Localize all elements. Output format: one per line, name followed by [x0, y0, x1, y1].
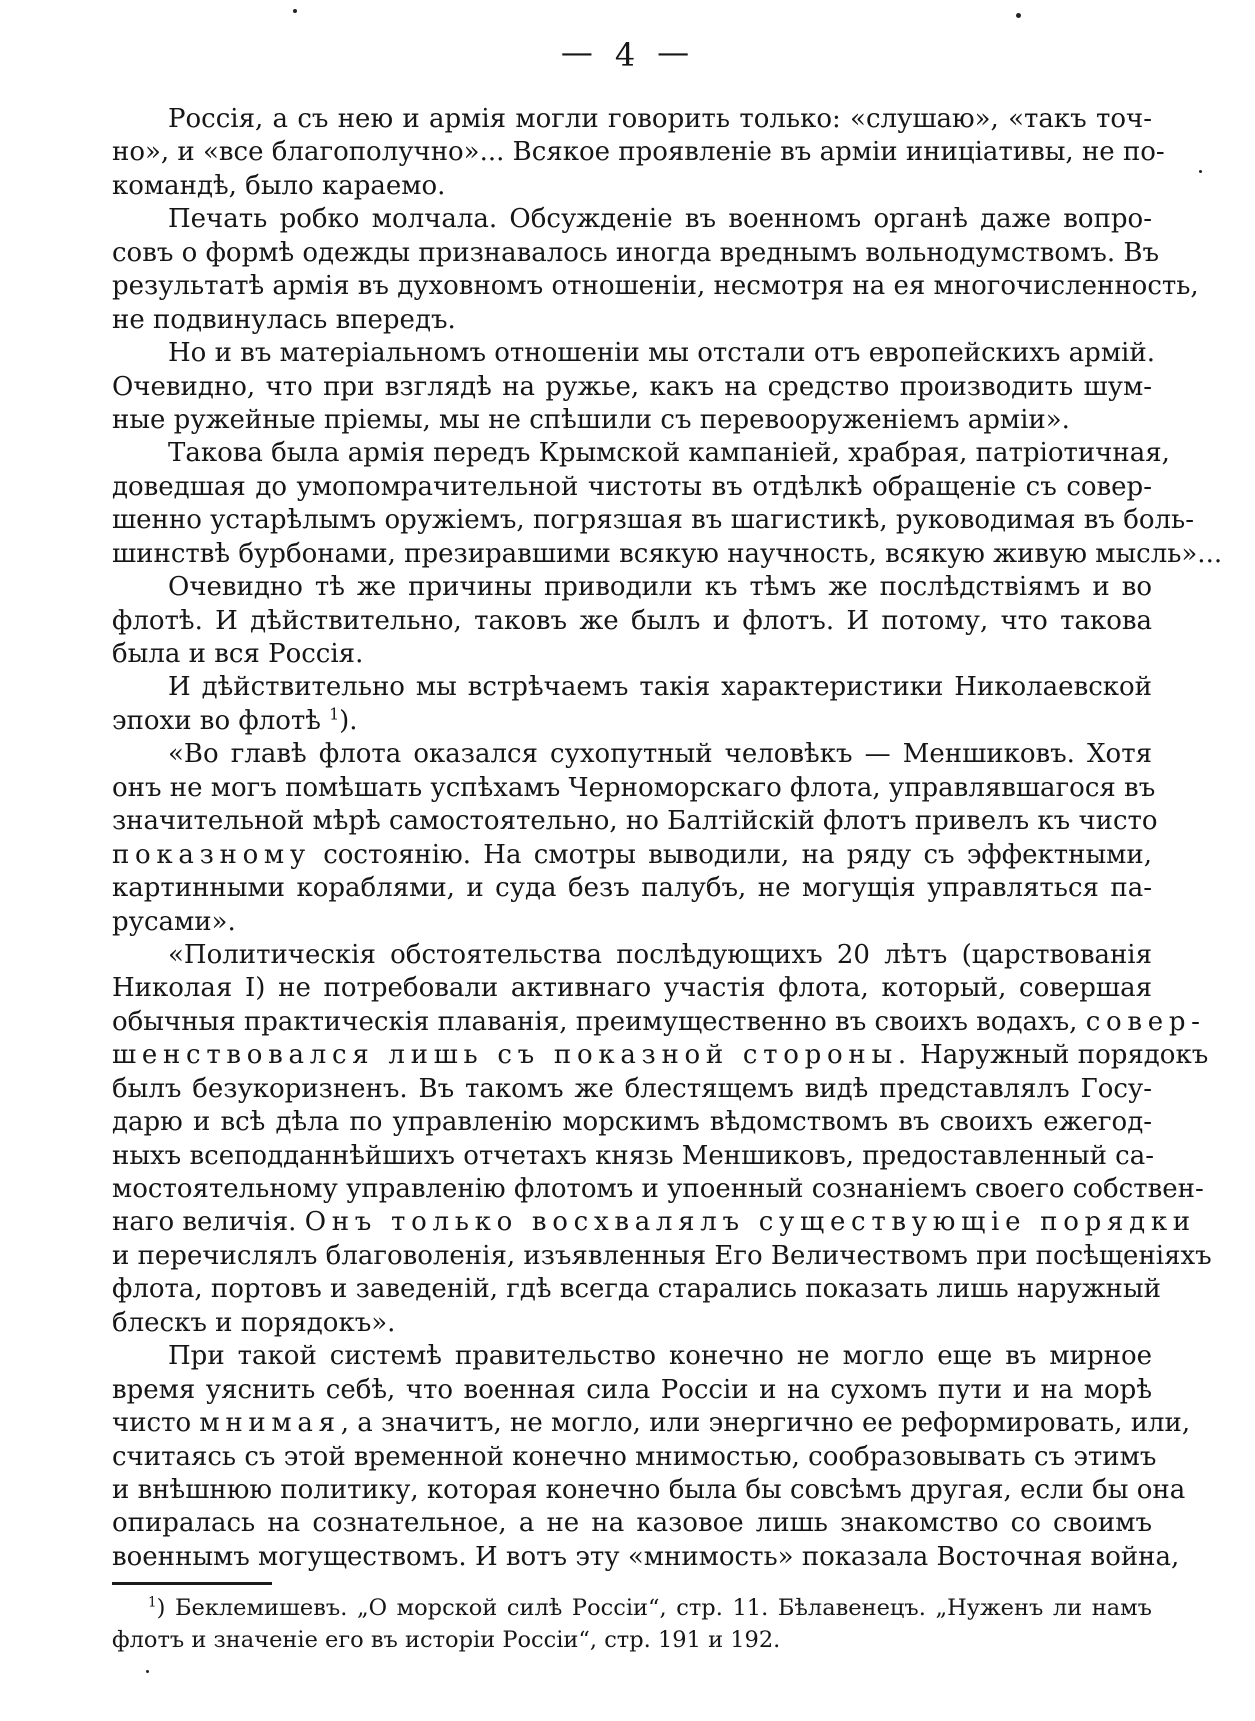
- text-line: Очевидно тѣ же причины приводили къ тѣмъ же послѣдствіямъ и во: [168, 572, 1152, 603]
- text-line: шенно устарѣлымъ оружіемъ, погрязшая въ шагистикѣ, руководимая въ боль-: [112, 505, 1194, 536]
- paragraph: [112, 671, 1152, 738]
- text-line: ные ружейные пріемы, мы не спѣшили съ перевооруженіемъ арміи».: [112, 404, 1070, 435]
- text-line: военнымъ могуществомъ. И вотъ эту «мнимость» показала Восточная война,: [112, 1541, 1180, 1572]
- paragraph: [112, 103, 1165, 203]
- text-line: Печать робко молчала. Обсужденіе въ военномъ органѣ даже вопро-: [168, 204, 1152, 235]
- emphasized-text: мнимая: [199, 1408, 341, 1439]
- text-line: русами».: [112, 906, 236, 937]
- text-line: шенствовался лишь съ показной стороны. Наружный порядокъ: [112, 1040, 1209, 1071]
- text-line: Очевидно, что при взглядѣ на ружье, какъ на средство производить шум-: [112, 371, 1152, 402]
- text-line: и внѣшнюю политику, которая конечно была бы совсѣмъ другая, если бы она: [112, 1474, 1186, 1505]
- emphasized-text: Онъ только восхвалялъ существующіе порядки: [304, 1207, 1196, 1238]
- text-line: мостоятельному управленію флотомъ и упоенный сознаніемъ своего собствен-: [112, 1174, 1204, 1204]
- text-line: доведшая до умопомрачительной чистоты въ отдѣлкѣ обращеніе съ совер-: [112, 471, 1152, 502]
- paragraph: [112, 203, 1199, 337]
- text-line: время уяснить себѣ, что военная сила Россіи и на сухомъ пути и на морѣ: [112, 1374, 1152, 1405]
- text-line: шинствѣ бурбонами, презиравшими всякую научность, всякую живую мысль»...: [112, 538, 1223, 569]
- text-line: совъ о формѣ одежды признавалось иногда вреднымъ вольнодумствомъ. Въ: [112, 237, 1160, 268]
- scan-speck: [1199, 170, 1202, 173]
- text-line: показному состоянію. На смотры выводили, на ряду съ эффектными,: [112, 839, 1152, 870]
- text-line: результатѣ армія въ духовномъ отношеніи, несмотря на ея многочисленность,: [112, 271, 1199, 302]
- page-header: [0, 33, 1250, 74]
- scan-speck: [146, 1670, 149, 1673]
- text-line: картинными кораблями, и суда безъ палубъ, не могущія управляться па-: [112, 873, 1152, 904]
- emphasized-text: совер-: [1085, 1006, 1206, 1037]
- text-line: командѣ, было караемо.: [112, 170, 446, 201]
- header-dash-right: —: [657, 33, 690, 71]
- text-line: опиралась на сознательное, а не на казовое лишь знакомство со своимъ: [112, 1508, 1152, 1539]
- text-line: При такой системѣ правительство конечно не могло еще въ мирное: [168, 1341, 1152, 1372]
- scan-speck: [293, 9, 297, 13]
- paragraph: [112, 337, 1155, 437]
- header-dash-left: —: [560, 33, 593, 71]
- text-line: Николая I) не потребовали активнаго участія флота, который, совершая: [112, 973, 1152, 1004]
- text-line: обычныя практическія плаванія, преимущественно въ своихъ водахъ, совер-: [112, 1006, 1206, 1037]
- text-line: считаясь съ этой временной конечно мнимостью, сообразовывать съ этимъ: [112, 1441, 1157, 1472]
- text-line: «Политическія обстоятельства послѣдующихъ 20 лѣтъ (царствованія: [168, 939, 1152, 970]
- footnote-marker: 1: [148, 1594, 157, 1611]
- text-line: былъ безукоризненъ. Въ такомъ же блестящемъ видѣ представлялъ Госу-: [112, 1073, 1152, 1104]
- text-line: дарю и всѣ дѣла по управленію морскимъ вѣдомствомъ въ своихъ ежегод-: [112, 1107, 1152, 1138]
- text-line: эпохи во флотѣ $^1$).: [112, 705, 358, 736]
- emphasized-text: шенствовался лишь съ показной стороны.: [112, 1040, 912, 1071]
- text-line: и перечислялъ благоволенія, изъявленныя Его Величествомъ при посѣщеніяхъ: [112, 1240, 1212, 1271]
- footnote-line: $^1$) Беклемишевъ. „О морской силѣ Россіи“, стр. 11. Бѣлавенецъ. „Нуженъ ли намъ: [148, 1594, 1152, 1621]
- paragraph: [112, 571, 1152, 671]
- text-line: Но и въ матеріальномъ отношеніи мы отстали отъ европейскихъ армій.: [168, 338, 1155, 369]
- footnote: [112, 1582, 1152, 1656]
- text-line: наго величія. Онъ только восхвалялъ существующіе порядки: [112, 1207, 1196, 1238]
- text-line: флота, портовъ и заведеній, гдѣ всегда старались показать лишь наружный: [112, 1274, 1161, 1305]
- paragraph: [112, 437, 1223, 571]
- text-line: флотѣ. И дѣйствительно, таковъ же былъ и флотъ. И потому, что такова: [112, 605, 1152, 636]
- text-line: ныхъ всеподданнѣйшихъ отчетахъ князь Меншиковъ, предоставленный са-: [112, 1140, 1155, 1171]
- text-block: [112, 103, 1223, 1574]
- page-number: 4: [614, 36, 636, 74]
- text-line: Россія, а съ нею и армія могли говорить только: «слушаю», «такъ точ-: [168, 104, 1152, 134]
- text-line: И дѣйствительно мы встрѣчаемъ такія характеристики Николаевской: [168, 672, 1152, 703]
- text-line: онъ не могъ помѣшать успѣхамъ Черноморскаго флота, управлявшагося въ: [112, 772, 1156, 803]
- text-line: «Во главѣ флота оказался сухопутный человѣкъ — Меншиковъ. Хотя: [168, 739, 1152, 770]
- footnote-line: флотъ и значеніе его въ исторіи Россіи“, стр. 191 и 192.: [112, 1627, 781, 1653]
- text-line: но», и «все благополучно»... Всякое проявленіе въ арміи иниціативы, не по-: [112, 137, 1165, 168]
- footnote-marker: 1: [329, 705, 340, 724]
- paragraph: [112, 939, 1212, 1340]
- text-line: не подвинулась впередъ.: [112, 304, 456, 335]
- text-line: блескъ и порядокъ».: [112, 1307, 396, 1338]
- footnote-separator: [112, 1582, 272, 1585]
- text-line: чисто мнимая, а значитъ, не могло, или энергично ее реформировать, или,: [112, 1408, 1191, 1439]
- footnote-lines: [112, 1592, 1152, 1656]
- emphasized-text: показному: [112, 839, 311, 870]
- text-line: значительной мѣрѣ самостоятельно, но Балтійскій флотъ привелъ къ чисто: [112, 806, 1158, 837]
- text-line: Такова была армія передъ Крымской кампаніей, храбрая, патріотичная,: [168, 438, 1170, 469]
- paragraph: [112, 1340, 1191, 1574]
- paragraph: [112, 738, 1158, 939]
- text-line: была и вся Россія.: [112, 639, 364, 669]
- scan-speck: [1016, 13, 1021, 18]
